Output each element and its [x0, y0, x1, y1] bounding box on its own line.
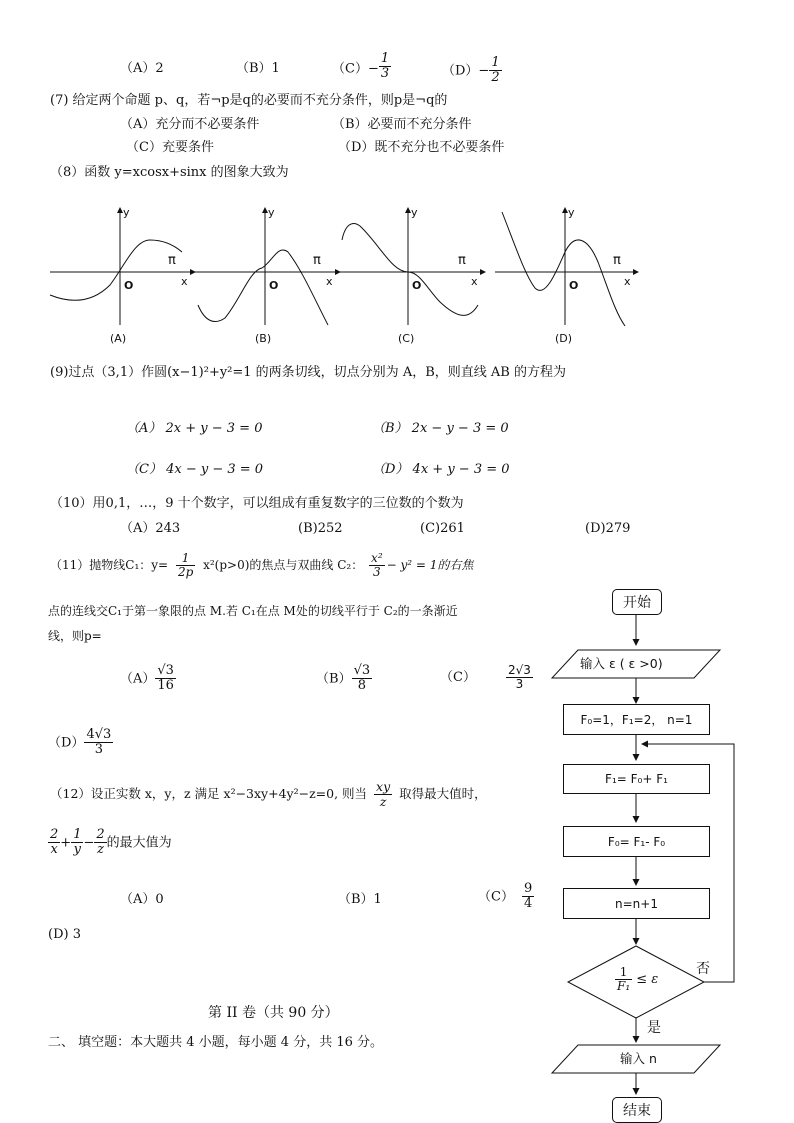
graph-a-label: (A) [110, 332, 127, 345]
flow-init: F₀=1，F₁=2， n=1 [563, 704, 710, 735]
flow-yes-label: 是 [647, 1020, 661, 1036]
q12-option-b: （B）1 [338, 892, 382, 907]
q7-option-c: （C）充要条件 [126, 140, 214, 155]
q6-option-a: （A）2 [120, 61, 164, 76]
q9-option-d: （D） 4x + y − 3 = 0 [372, 462, 510, 477]
q7-option-a: （A）充分而不必要条件 [120, 117, 260, 132]
q11-option-b: （B） $\frac{√3}{8}$ [316, 663, 371, 694]
q10-stem: （10）用0,1，…，9 十个数字，可以组成有重复数字的三位数的个数为 [50, 496, 464, 511]
q6-option-b: （B）1 [236, 61, 280, 76]
section-instruction: 二、 填空题：本大题共 4 小题，每小题 4 分，共 16 分。 [48, 1035, 384, 1050]
q6-option-d: （D）− $\frac{1}{2}$ [442, 55, 500, 86]
q8-stem: （8）函数 y=xcosx+sinx 的图象大致为 [50, 165, 289, 180]
graph-b-x-label: x [326, 275, 333, 288]
graph-d-label: (D) [555, 332, 573, 345]
graph-c-label: (C) [398, 332, 415, 345]
q11-option-d: （D） $\frac{4√3}{3}$ [48, 727, 112, 758]
q12-option-a: （A）0 [120, 892, 164, 907]
graph-d-y-label: y [568, 206, 575, 219]
flow-start: 开始 [612, 589, 662, 615]
graph-c-origin: O [412, 279, 422, 292]
q6-option-c: （C）− $\frac{1}{3}$ [332, 51, 390, 82]
graph-d-x-label: x [624, 275, 631, 288]
q9-option-a: （A） 2x + y − 3 = 0 [126, 421, 263, 436]
graph-d-origin: O [569, 279, 579, 292]
graph-c-pi-label: π [458, 253, 466, 268]
graph-d-pi-label: π [613, 253, 621, 268]
flow-condition-label: $\frac{1}{\text{F₁}}$ ≤ ε [617, 965, 659, 994]
graph-c-y-label: y [411, 206, 418, 219]
graph-b-origin: O [269, 279, 279, 292]
graph-b-pi-label: π [313, 253, 321, 268]
flow-input-label: 输入 ε ( ε >0) [580, 656, 663, 671]
section-title: 第 II 卷（共 90 分） [208, 1005, 339, 1021]
flow-step-increment: n=n+1 [563, 888, 710, 919]
q7-stem: (7) 给定两个命题 p、q，若¬p是q的必要而不充分条件，则p是¬q的 [50, 93, 448, 108]
graph-a-x-label: x [181, 275, 188, 288]
flow-end: 结束 [612, 1097, 662, 1123]
q11-line2: 点的连线交C₁于第一象限的点 M.若 C₁在点 M处的切线平行于 C₂的一条渐近 [48, 604, 458, 618]
q12-expression: $\frac{2}{x}$ + $\frac{1}{y}$ − $\frac{2}{z}$ 的最大值为 [50, 827, 172, 858]
graph-a-pi-label: π [168, 253, 176, 268]
graph-b-y-label: y [268, 206, 275, 219]
q9-stem: (9)过点（3,1）作圆(x−1)²+y²=1 的两条切线，切点分别为 A，B，则直线 AB 的方程为 [50, 365, 566, 380]
q9-option-c: （C） 4x − y − 3 = 0 [126, 462, 264, 477]
flow-output-label: 输入 n [620, 1051, 657, 1066]
q11-stem: （11）抛物线C₁：y= $\frac{1}{2p}$ x²(p>0)的焦点与双曲线 C₂： $\frac{\text{x²}}{3}$ − y² = 1的右焦 [50, 551, 474, 580]
q10-option-a: （A）243 [120, 521, 181, 536]
q11-option-a: （A） $\frac{√3}{16}$ [120, 663, 174, 694]
flow-step-diff: F₀= F₁- F₀ [563, 826, 710, 857]
graph-a-origin: O [124, 279, 134, 292]
graph-a-y-label: y [123, 206, 130, 219]
flow-no-label: 否 [696, 961, 710, 977]
graph-c-x-label: x [471, 275, 478, 288]
q10-option-c: (C)261 [420, 521, 465, 536]
q7-option-d: （D）既不充分也不必要条件 [338, 140, 505, 155]
q12-stem: （12）设正实数 x，y，z 满足 x²−3xy+4y²−z=0, 则当 $\frac{xy}{z}$ 取得最大值时， [50, 779, 487, 809]
q10-option-d: (D)279 [585, 521, 631, 536]
q11-option-c: （C） $\frac{2√3}{3}$ [440, 663, 531, 692]
q12-option-d: (D) 3 [48, 927, 81, 942]
q12-option-c: （C） $\frac{9}{4}$ [478, 881, 533, 912]
graph-b-label: (B) [255, 332, 272, 345]
q11-line3: 线，则p= [48, 629, 102, 643]
q10-option-b: (B)252 [298, 521, 343, 536]
q7-option-b: （B）必要而不充分条件 [332, 117, 472, 132]
flow-step-sum: F₁= F₀+ F₁ [563, 764, 710, 794]
q9-option-b: （B） 2x − y − 3 = 0 [372, 421, 509, 436]
